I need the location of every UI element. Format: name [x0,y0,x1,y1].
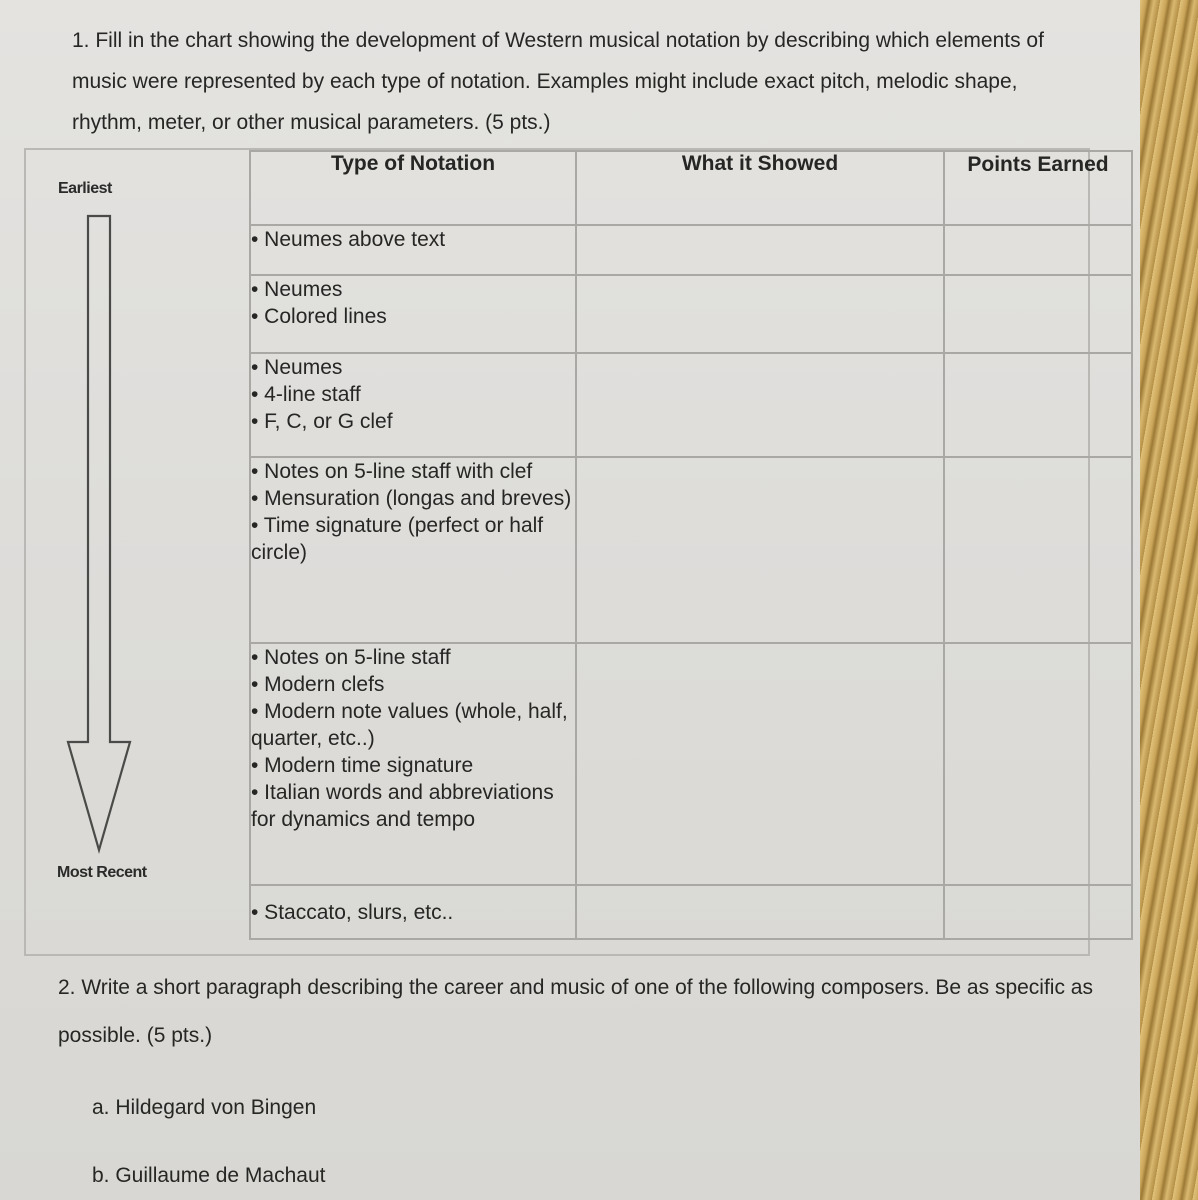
question-2-text: 2. Write a short paragraph describing the career and music of one of the following composers. Be as specific as possible. (5 pts.) [58,976,1093,1047]
what-it-showed-cell[interactable] [576,353,944,457]
notation-chart [249,150,1133,940]
notation-item: • Neumes [251,356,343,379]
notation-item: • Neumes above text [251,228,446,251]
header-type-of-notation: Type of Notation [250,151,576,225]
what-it-showed-cell[interactable] [576,643,944,885]
chart-row [250,457,1132,643]
chart-row [250,275,1132,353]
chart-row [250,643,1132,885]
points-earned-cell[interactable] [944,885,1132,939]
notation-item: • Notes on 5-line staff with clef [251,460,533,483]
notation-item: • Italian words and abbreviations for dynamics and tempo [251,781,554,831]
notation-type-cell [250,643,576,885]
what-it-showed-cell[interactable] [576,275,944,353]
notation-item: • F, C, or G clef [251,410,393,433]
wooden-desk-edge [1140,0,1198,1200]
notation-type-cell [250,275,576,353]
notation-item: • 4-line staff [251,383,361,406]
points-earned-cell[interactable] [944,353,1132,457]
notation-item: • Mensuration (longas and breves) [251,487,572,510]
points-earned-cell[interactable] [944,457,1132,643]
notation-item: • Modern note values (whole, half, quarter, etc..) [251,700,568,750]
notation-item: • Notes on 5-line staff [251,646,451,669]
notation-type-cell [250,225,576,275]
chart-header-row [250,151,1132,225]
notation-item: • Colored lines [251,305,387,328]
question-1-text: 1. Fill in the chart showing the development of Western musical notation by describing which elements of music were represented by each type of notation. Examples might include exact pitch, melodic shape, rhythm, meter, or other musical parameters. (5 pts.) [72,29,1044,134]
points-earned-cell[interactable] [944,643,1132,885]
notation-item: • Staccato, slurs, etc.. [251,900,454,924]
header-what-it-showed: What it Showed [576,151,944,225]
notation-item: • Time signature (perfect or half circle) [251,514,544,564]
timeline-end-label: Most Recent [57,864,147,881]
notation-type-cell [250,353,576,457]
composer-option-b: b. Guillaume de Machaut [92,1164,326,1187]
chart-row [250,885,1132,939]
chart-row [250,353,1132,457]
notation-item: • Modern clefs [251,673,385,696]
what-it-showed-cell[interactable] [576,457,944,643]
notation-item: • Neumes [251,278,343,301]
timeline-start-label: Earliest [58,180,112,197]
what-it-showed-cell[interactable] [576,225,944,275]
notation-item: • Modern time signature [251,754,474,777]
points-earned-cell[interactable] [944,225,1132,275]
header-points-earned: Points Earned [944,151,1132,225]
points-earned-cell[interactable] [944,275,1132,353]
chart-row [250,225,1132,275]
timeline-down-arrow-icon [66,214,132,864]
notation-type-cell [250,457,576,643]
what-it-showed-cell[interactable] [576,885,944,939]
composer-option-a: a. Hildegard von Bingen [92,1096,317,1119]
notation-type-cell [250,885,576,939]
